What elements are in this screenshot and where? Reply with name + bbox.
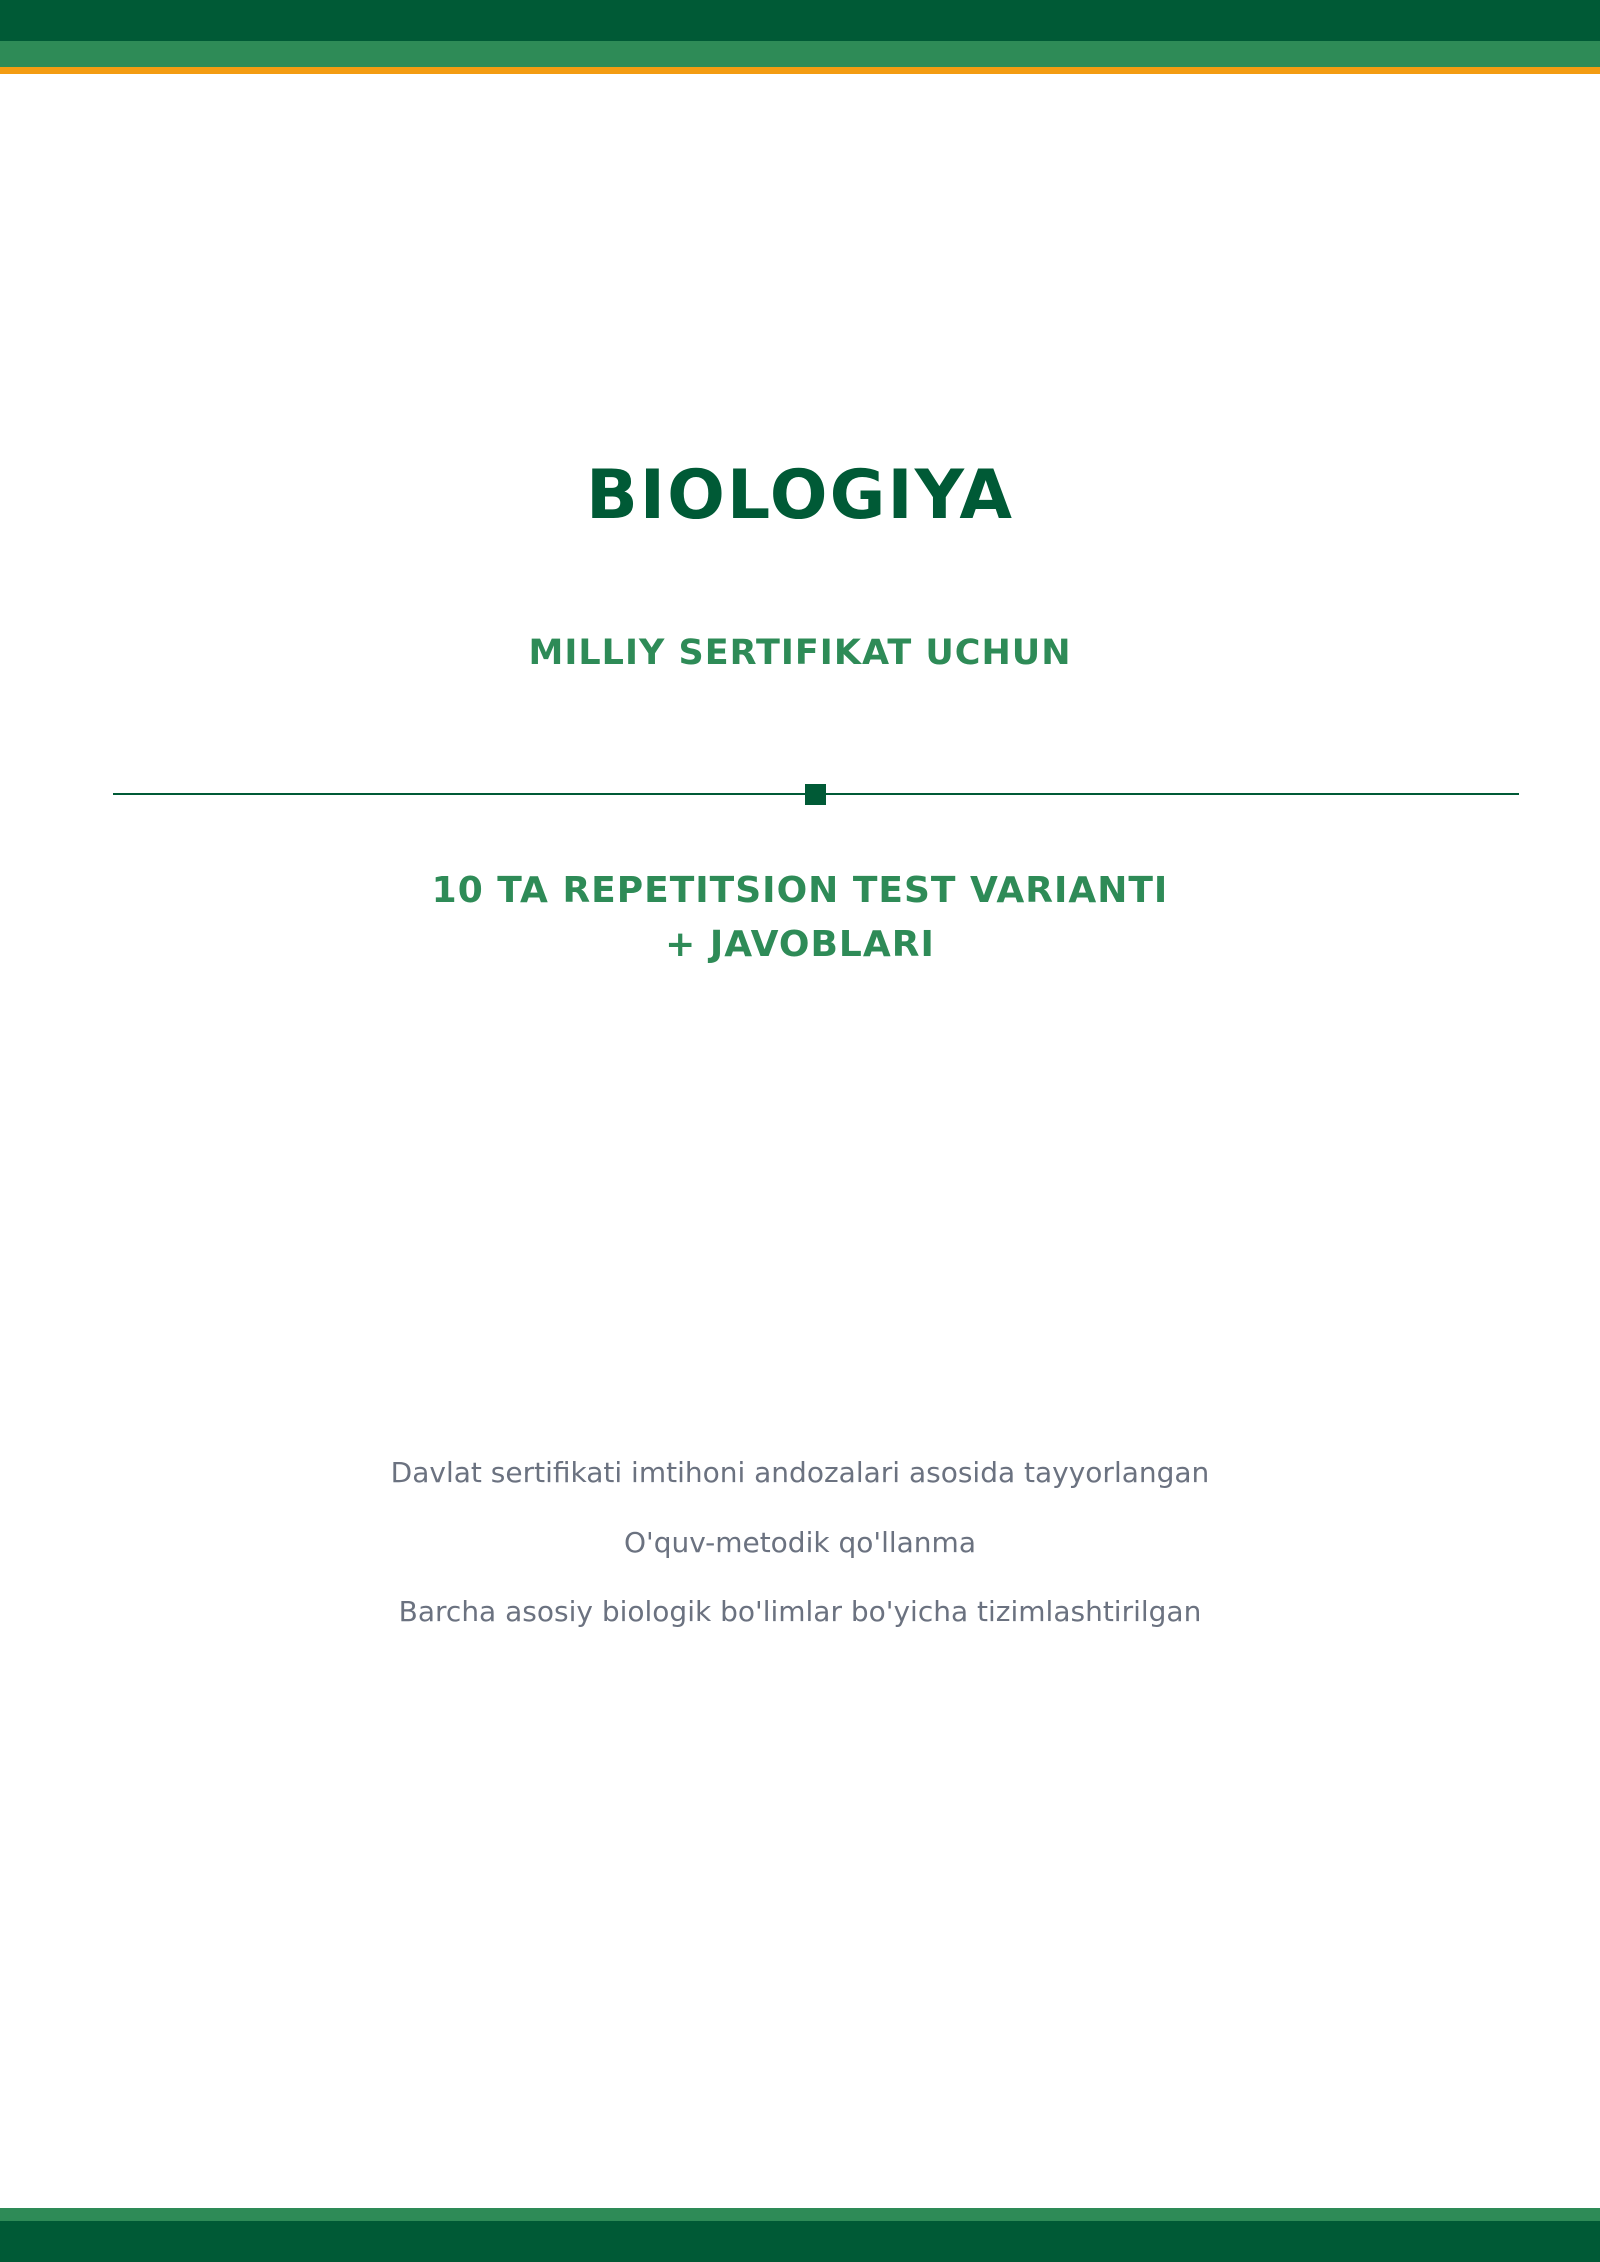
divider-square-marker [805,784,826,805]
footer-band-green [0,2208,1600,2221]
header-accent-stripe [0,67,1600,74]
info-line-1: Davlat sertifikati imtihoni andozalari asosida tayyorlangan [390,1456,1210,1489]
cover-title: BIOLOGIYA [585,456,1015,535]
variants-line-1: 10 TA REPETITSION TEST VARIANTI [431,870,1169,911]
cover-subtitle: MILLIY SERTIFIKAT UCHUN [528,633,1072,673]
info-line-3: Barcha asosiy biologik bo'limlar bo'yicha tizimlashtirilgan [398,1595,1202,1628]
info-line-2: O'quv-metodik qo'llanma [624,1526,976,1559]
variants-line-2: + JAVOBLARI [665,924,935,965]
footer-band-dark [0,2221,1600,2262]
header-band-dark [0,0,1600,41]
header-band-green [0,41,1600,67]
variants-heading [0,864,1600,972]
